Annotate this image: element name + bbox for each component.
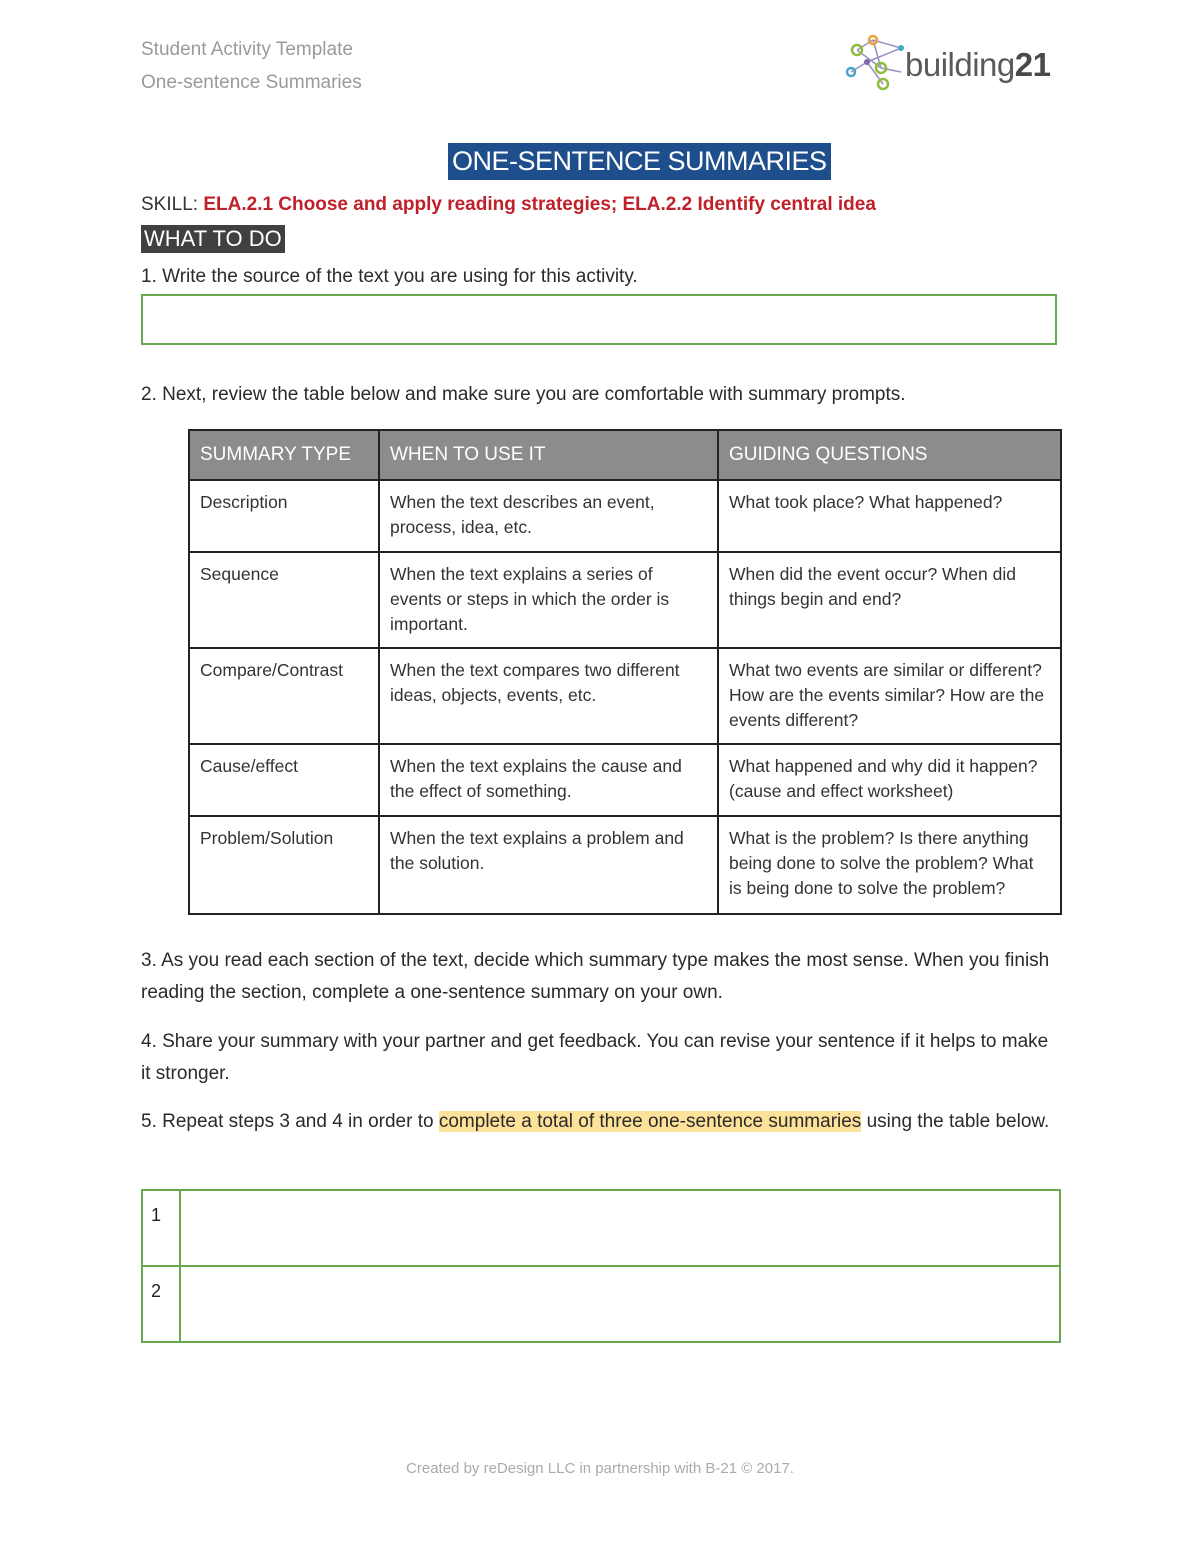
skill-label: SKILL:: [141, 194, 204, 215]
table-cell: When the text describes an event, process, idea, etc.: [379, 480, 718, 552]
source-input-box[interactable]: [141, 294, 1057, 345]
step-3: 3. As you read each section of the text, decide which summary type makes the most sense. When you finish reading the section, complete a one-sentence summary on your own.: [141, 950, 1050, 1003]
column-header: SUMMARY TYPE: [189, 430, 379, 480]
table-cell: When the text compares two different ideas, objects, events, etc.: [379, 648, 718, 744]
table-cell: Problem/Solution: [189, 816, 379, 914]
step-5-text: 5. Repeat steps 3 and 4 in order to: [141, 1111, 439, 1132]
step-5-text-end: using the table below.: [861, 1111, 1050, 1132]
table-cell: Compare/Contrast: [189, 648, 379, 744]
step-5: [141, 1106, 1061, 1138]
logo-number: 21: [1014, 46, 1051, 83]
page-title: ONE-SENTENCE SUMMARIES: [448, 143, 831, 180]
table-cell: What took place? What happened?: [718, 480, 1061, 552]
table-cell: What happened and why did it happen? (cause and effect worksheet): [718, 744, 1061, 816]
answer-input-cell[interactable]: [180, 1266, 1060, 1342]
answer-row-number: 2: [142, 1266, 180, 1342]
step-2: 2. Next, review the table below and make sure you are comfortable with summary prompts.: [141, 384, 906, 405]
column-header: WHEN TO USE IT: [379, 430, 718, 480]
table-row: [189, 480, 1061, 552]
table-cell: When the text explains a problem and the solution.: [379, 816, 718, 914]
answer-input-cell[interactable]: [180, 1190, 1060, 1266]
column-header: GUIDING QUESTIONS: [718, 430, 1061, 480]
answer-row: [142, 1190, 1060, 1266]
footer-credit: Created by reDesign LLC in partnership with B-21 © 2017.: [406, 1460, 794, 1477]
table-row: [189, 744, 1061, 816]
skill-value: ELA.2.1 Choose and apply reading strategies; ELA.2.2 Identify central idea: [203, 194, 876, 215]
header-template-label: Student Activity Template: [141, 39, 353, 60]
table-cell: When the text explains the cause and the effect of something.: [379, 744, 718, 816]
table-cell: Description: [189, 480, 379, 552]
logo-wordmark: [905, 46, 1050, 84]
table-row: [189, 816, 1061, 914]
summary-types-table: [188, 429, 1062, 915]
table-header-row: [189, 430, 1061, 480]
summaries-answer-table: [141, 1189, 1061, 1343]
table-cell: What two events are similar or different? How are the events similar? How are the events different?: [718, 648, 1061, 744]
skill-line: [141, 194, 876, 216]
step-5-highlight: complete a total of three one-sentence summaries: [438, 1111, 862, 1132]
header-subtitle: One-sentence Summaries: [141, 72, 362, 93]
what-to-do-heading: WHAT TO DO: [141, 225, 285, 253]
step-4: 4. Share your summary with your partner and get feedback. You can revise your sentence if it helps to make it stronger.: [141, 1031, 1049, 1084]
network-logo-icon: [843, 32, 905, 92]
step-1: 1. Write the source of the text you are using for this activity.: [141, 266, 638, 287]
logo-word: building: [905, 46, 1015, 83]
table-cell: When did the event occur? When did things begin and end?: [718, 552, 1061, 648]
table-cell: Cause/effect: [189, 744, 379, 816]
table-row: [189, 648, 1061, 744]
table-row: [189, 552, 1061, 648]
table-cell: What is the problem? Is there anything being done to solve the problem? What is being done to solve the problem?: [718, 816, 1061, 914]
table-cell: Sequence: [189, 552, 379, 648]
building21-logo: [843, 32, 1063, 92]
answer-row: [142, 1266, 1060, 1342]
answer-row-number: 1: [142, 1190, 180, 1266]
table-cell: When the text explains a series of events or steps in which the order is important.: [379, 552, 718, 648]
